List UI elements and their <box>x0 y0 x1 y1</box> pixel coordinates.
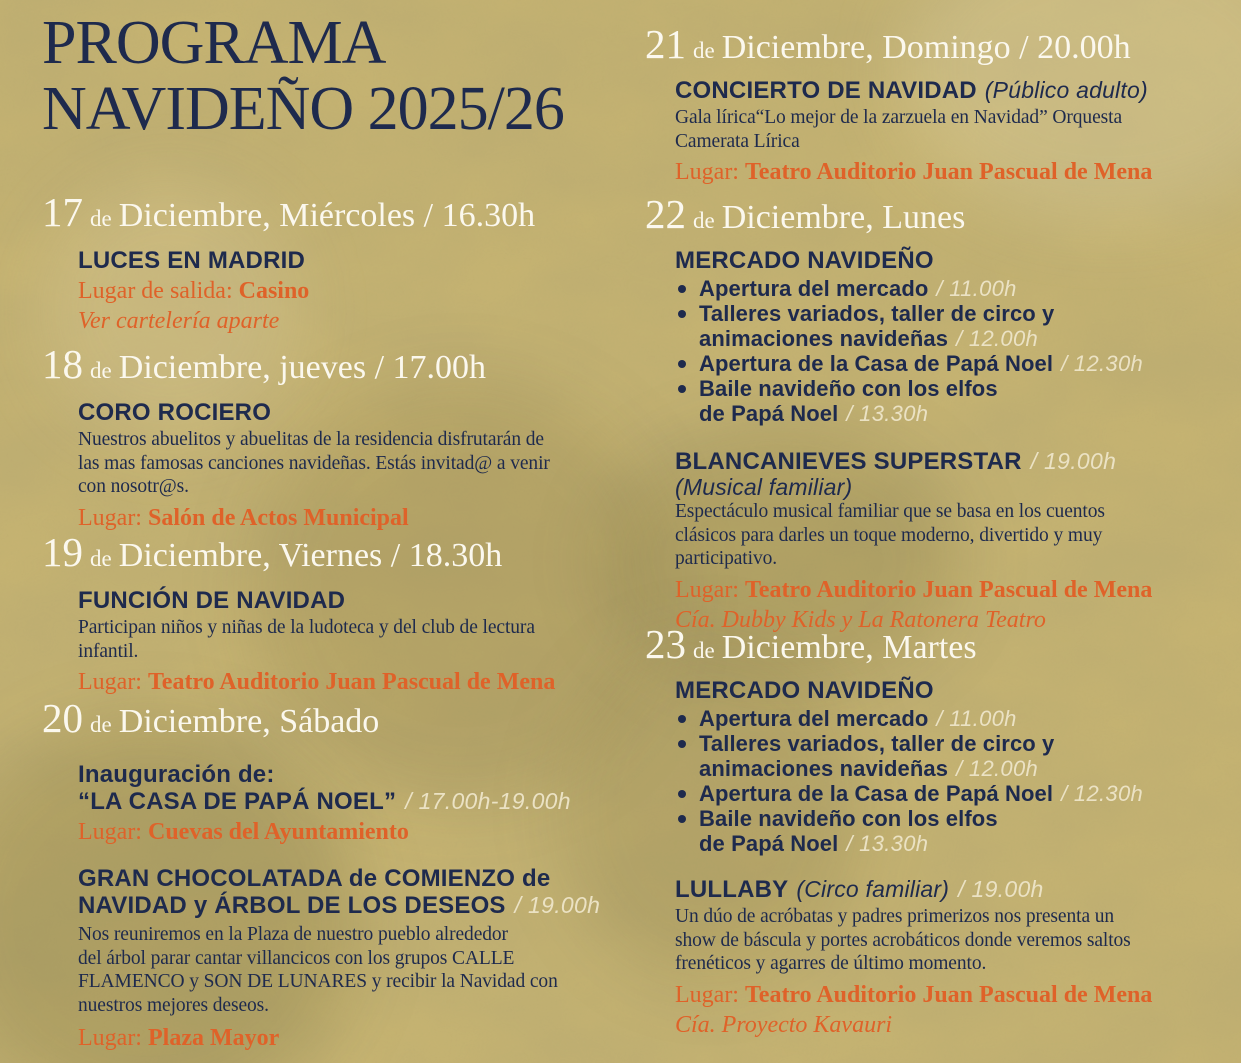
date-rest: Diciembre, Domingo / 20.00h <box>721 29 1131 66</box>
bullet-line: Talleres variados, taller de circo y <box>699 301 1055 326</box>
event-title-text: NAVIDAD y ÁRBOL DE LOS DESEOS <box>78 892 506 919</box>
event-title-text: CONCIERTO DE NAVIDAD <box>675 77 977 104</box>
lugar-line <box>78 503 632 533</box>
date-rest: Diciembre, Miércoles / 16.30h <box>118 197 536 234</box>
bullet-line: de Papá Noel <box>699 401 839 426</box>
event-title-text: LULLABY <box>675 876 789 903</box>
bullet-dot <box>678 310 686 318</box>
bullet-time: / 13.30h <box>846 831 929 856</box>
desc-line: Camerata Lírica <box>675 130 800 152</box>
desc-line: Gala lírica“Lo mejor de la zarzuela en Navidad” Orquesta <box>675 107 1122 128</box>
date-day: 18 <box>42 341 83 387</box>
lugar-line <box>78 1023 632 1053</box>
bullet-item <box>675 301 1215 351</box>
date-header-22 <box>645 191 1215 241</box>
lugar-label: Lugar: <box>78 669 142 695</box>
bullet-line: Baile navideño con los elfos <box>699 376 998 401</box>
lugar-label: Lugar: <box>675 159 739 185</box>
desc-line: del árbol parar cantar villancicos con los grupos CALLE <box>78 947 515 969</box>
date-rest: Diciembre, Martes <box>721 629 977 666</box>
event-title-line2 <box>78 788 632 815</box>
lugar-line <box>675 157 1215 187</box>
bullet-text <box>699 781 1143 806</box>
desc-line: con nosotr@s. <box>78 476 189 497</box>
bullet-item <box>675 781 1215 806</box>
date-header-17 <box>42 189 632 239</box>
bullet-line: Apertura de la Casa de Papá Noel <box>699 351 1054 376</box>
event-note: Ver cartelería aparte <box>78 308 280 334</box>
lugar-label: Lugar: <box>78 504 142 531</box>
lugar-line <box>675 575 1215 605</box>
event-time: / 19.00h <box>514 892 601 918</box>
bullet-dot <box>678 815 686 823</box>
event-title: CORO ROCIERO <box>78 399 272 426</box>
event-title: FUNCIÓN DE NAVIDAD <box>78 587 346 614</box>
lugar-line <box>78 817 632 847</box>
bullet-line: Baile navideño con los elfos <box>699 806 998 831</box>
bullet-item <box>675 376 1215 426</box>
bullet-time: / 11.00h <box>936 276 1017 301</box>
lugar-line <box>78 667 632 697</box>
date-day: 23 <box>645 621 686 667</box>
bullet-text <box>699 706 1017 731</box>
date-rest: Diciembre, Lunes <box>721 199 966 236</box>
event-coro-rociero <box>42 399 632 533</box>
event-title-text: BLANCANIEVES SUPERSTAR <box>675 448 1022 475</box>
desc-line: participativo. <box>675 548 778 569</box>
section-21-diciembre <box>645 21 1215 187</box>
event-audience-label: (Público adulto) <box>984 77 1148 103</box>
event-description <box>675 500 1215 571</box>
event-title-line1: GRAN CHOCOLATADA de COMIENZO de <box>78 865 551 892</box>
event-time: / 19.00h <box>1030 448 1117 474</box>
desc-line: Espectáculo musical familiar que se basa en los cuentos <box>675 501 1105 522</box>
lugar-label: Lugar: <box>78 1025 142 1051</box>
desc-line: show de báscula y portes acrobáticos donde veremos saltos <box>675 929 1131 951</box>
date-de: de <box>90 712 112 737</box>
bullet-item <box>675 276 1215 301</box>
desc-line: las mas famosas canciones navideñas. Estás invitad@ a venir <box>78 452 550 474</box>
bullet-time: / 11.00h <box>936 706 1017 731</box>
date-de: de <box>693 208 715 233</box>
lugar-label: Lugar: <box>675 981 739 1008</box>
event-description <box>78 923 632 1017</box>
event-title: MERCADO NAVIDEÑO <box>675 247 934 274</box>
bullet-dot <box>678 740 686 748</box>
date-day: 21 <box>645 21 686 67</box>
date-header-23 <box>645 621 1215 671</box>
event-time: / 19.00h <box>958 876 1044 902</box>
event-title-line2 <box>78 892 632 919</box>
bullet-time: / 13.30h <box>846 401 929 426</box>
date-header-19 <box>42 529 632 579</box>
company-line: Cía. Dubby Kids y La Ratonera Teatro <box>675 606 1046 633</box>
event-title-text: “LA CASA DE PAPÁ NOEL” <box>78 788 397 815</box>
bullet-dot <box>678 285 686 293</box>
bullet-text <box>699 351 1143 376</box>
bullet-line: de Papá Noel <box>699 831 839 856</box>
lugar-value: Salón de Actos Municipal <box>147 504 409 531</box>
event-description <box>78 616 632 663</box>
date-rest: Diciembre, Sábado <box>118 703 380 740</box>
date-rest: Diciembre, Viernes / 18.30h <box>118 537 503 574</box>
section-17-diciembre <box>42 189 632 336</box>
event-title-line1: Inauguración de: <box>78 761 275 788</box>
desc-line: Un dúo de acróbatas y padres primerizos nos presenta un <box>675 906 1115 927</box>
bullet-line: Talleres variados, taller de circo y <box>699 731 1055 756</box>
event-concierto-de-navidad <box>645 77 1215 187</box>
lugar-line <box>78 276 632 306</box>
bullet-time: / 12.30h <box>1061 781 1144 806</box>
date-header-21 <box>645 21 1215 71</box>
event-mercado-navideno-22 <box>645 247 1215 426</box>
lugar-label: Lugar: <box>78 819 142 845</box>
bullet-text <box>699 806 998 856</box>
event-description <box>675 905 1215 976</box>
company-line: Cía. Proyecto Kavauri <box>675 1011 893 1038</box>
date-day: 22 <box>645 191 686 237</box>
bullet-dot <box>678 715 686 723</box>
date-header-20 <box>42 695 632 745</box>
bullet-list <box>675 276 1215 426</box>
lugar-value: Cuevas del Ayuntamiento <box>147 819 409 845</box>
lugar-label: Lugar de salida: <box>78 278 233 304</box>
event-time: / 17.00h-19.00h <box>405 788 571 814</box>
event-title-line <box>675 77 1215 104</box>
date-header-18 <box>42 341 632 391</box>
bullet-text <box>699 376 998 426</box>
event-title: LUCES EN MADRID <box>78 247 306 274</box>
desc-line: Nuestros abuelitos y abuelitas de la residencia disfrutarán de <box>78 429 544 450</box>
event-mercado-navideno-23 <box>645 677 1215 856</box>
bullet-line: Apertura del mercado <box>699 706 929 731</box>
column-left <box>42 0 632 1063</box>
bullet-dot <box>678 360 686 368</box>
date-rest: Diciembre, jueves / 17.00h <box>118 349 487 386</box>
column-right <box>645 0 1215 1063</box>
bullet-line: Apertura de la Casa de Papá Noel <box>699 781 1054 806</box>
event-luces-en-madrid <box>42 247 632 336</box>
event-casa-papa-noel <box>42 761 632 847</box>
event-lullaby <box>645 876 1215 1040</box>
desc-line: infantil. <box>78 640 139 662</box>
bullet-text <box>699 731 1054 781</box>
date-day: 19 <box>42 529 83 575</box>
lugar-value: Teatro Auditorio Juan Pascual de Mena <box>744 576 1153 603</box>
bullet-line: animaciones navideñas <box>699 756 949 781</box>
poster-title-line1: PROGRAMA <box>42 9 386 77</box>
bullet-dot <box>678 385 686 393</box>
bullet-item <box>675 731 1215 781</box>
date-de: de <box>90 206 112 231</box>
bullet-text <box>699 301 1054 351</box>
bullet-item <box>675 806 1215 856</box>
lugar-value: Plaza Mayor <box>147 1025 280 1051</box>
event-description <box>78 428 632 499</box>
date-de: de <box>90 546 112 571</box>
lugar-value: Teatro Auditorio Juan Pascual de Mena <box>744 981 1153 1008</box>
date-de: de <box>90 358 112 383</box>
lugar-line <box>675 980 1215 1010</box>
section-20-diciembre <box>42 695 632 1053</box>
desc-line: Nos reuniremos en la Plaza de nuestro pueblo alrededor <box>78 924 508 945</box>
desc-line: FLAMENCO y SON DE LUNARES y recibir la Navidad con <box>78 971 558 992</box>
bullet-time: / 12.00h <box>956 756 1039 781</box>
desc-line: Participan niños y niñas de la ludoteca y del club de lectura <box>78 617 535 638</box>
date-de: de <box>693 38 715 63</box>
bullet-item <box>675 706 1215 731</box>
poster-title <box>42 10 632 142</box>
lugar-value: Casino <box>238 278 310 304</box>
date-de: de <box>693 638 715 663</box>
desc-line: clásicos para darles un toque moderno, divertido y muy <box>675 524 1103 546</box>
desc-line: frenéticos y agarres de último momento. <box>675 953 987 974</box>
lugar-label: Lugar: <box>675 576 739 603</box>
event-gran-chocolatada <box>42 865 632 1053</box>
event-description <box>675 106 1215 153</box>
section-23-diciembre <box>645 621 1215 1040</box>
event-title-line <box>675 448 1215 475</box>
event-funcion-de-navidad <box>42 587 632 697</box>
lugar-value: Teatro Auditorio Juan Pascual de Mena <box>147 669 556 695</box>
bullet-line: Apertura del mercado <box>699 276 929 301</box>
event-blancanieves-superstar <box>645 448 1215 635</box>
poster-title-line2: NAVIDEÑO 2025/26 <box>42 75 564 143</box>
date-day: 17 <box>42 189 83 235</box>
section-22-diciembre <box>645 191 1215 635</box>
date-day: 20 <box>42 695 83 741</box>
section-19-diciembre <box>42 529 632 697</box>
desc-line: nuestros mejores deseos. <box>78 994 269 1016</box>
lugar-value: Teatro Auditorio Juan Pascual de Mena <box>744 159 1153 185</box>
event-title-line <box>675 876 1215 903</box>
bullet-list <box>675 706 1215 856</box>
bullet-time: / 12.30h <box>1061 351 1144 376</box>
bullet-line: animaciones navideñas <box>699 326 949 351</box>
bullet-time: / 12.00h <box>956 326 1039 351</box>
event-genre-label: (Circo familiar) <box>796 876 950 902</box>
bullet-item <box>675 351 1215 376</box>
bullet-dot <box>678 790 686 798</box>
event-genre-label: (Musical familiar) <box>675 474 853 500</box>
section-18-diciembre <box>42 341 632 533</box>
bullet-text <box>699 276 1017 301</box>
event-title: MERCADO NAVIDEÑO <box>675 677 934 704</box>
